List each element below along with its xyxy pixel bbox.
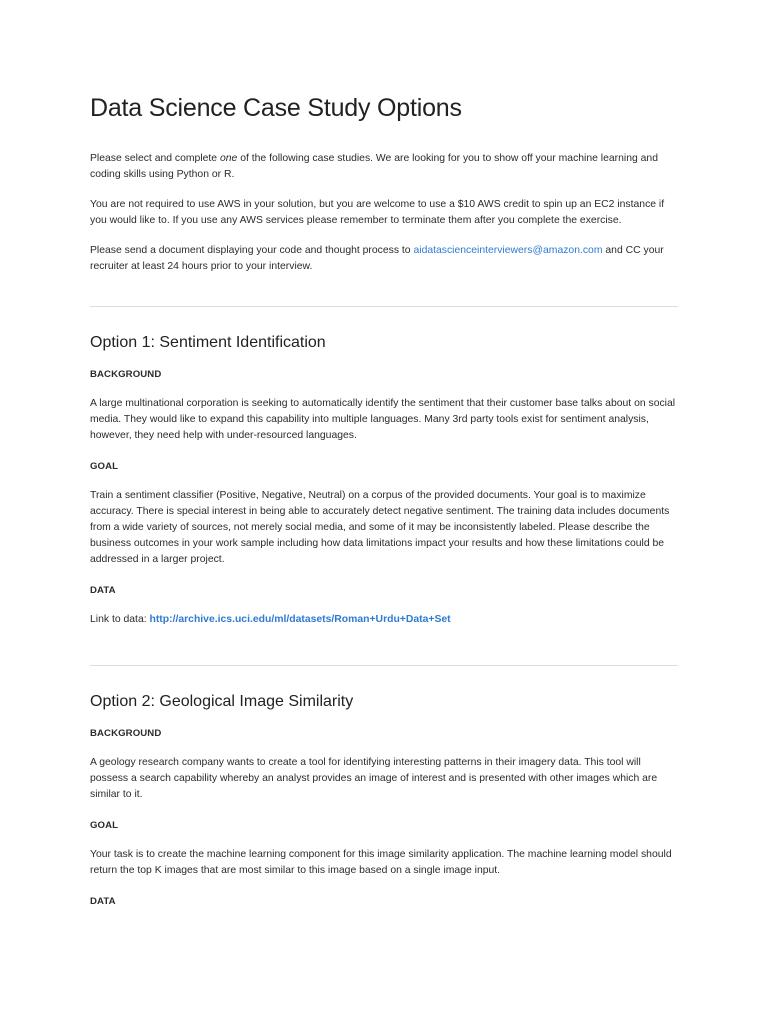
intro-p3-before: Please send a document displaying your code and thought process to: [90, 245, 414, 256]
option-1-goal-label: GOAL: [90, 461, 119, 472]
section-divider: [90, 665, 678, 666]
option-2-section: [90, 691, 678, 909]
data-link-prefix: Link to data:: [90, 614, 150, 625]
intro-p1-after: of the following case studies. We are looking for you to show off your machine learning and coding skills using Python or R.: [90, 153, 658, 180]
page-title: Data Science Case Study Options: [90, 94, 462, 122]
option-2-title: Option 2: Geological Image Similarity: [90, 693, 354, 710]
option-1-section: [90, 332, 678, 628]
intro-p1-emphasis: one: [219, 153, 238, 164]
option-2-background-text: A geology research company wants to create a tool for identifying interesting patterns in their imagery data. This tool will possess a search capability whereby an analyst provides an image of interest and is presented with other images which are similar to it.: [90, 757, 658, 800]
option-2-goal-label: GOAL: [90, 820, 119, 831]
intro-paragraph-1: [90, 151, 678, 183]
email-link[interactable]: aidatascienceinterviewers@amazon.com: [413, 245, 603, 256]
option-1-data-label: DATA: [90, 585, 116, 596]
option-2-goal-text: Your task is to create the machine learning component for this image similarity application. The machine learning model should return the top K images that are most similar to this image based on a single image input.: [90, 849, 672, 876]
option-2-data-label: DATA: [90, 896, 116, 907]
intro-paragraph-2: You are not required to use AWS in your solution, but you are welcome to use a $10 AWS credit to spin up an EC2 instance if you would like to. If you use any AWS services please remember to terminate them after you complete the exercise.: [90, 199, 665, 226]
intro-paragraph-3: [90, 243, 678, 275]
dataset-link[interactable]: http://archive.ics.uci.edu/ml/datasets/Roman+Urdu+Data+Set: [149, 614, 451, 625]
option-1-goal-text: Train a sentiment classifier (Positive, Negative, Neutral) on a corpus of the provided documents. Your goal is to maximize accuracy. There is special interest in being able to accurately detect negative sentiment. The training data includes documents from a wide variety of sources, not merely social media, and some of it may be inconsistently labeled. Please describe the business outcomes in your work sample including how data limitations impact your results and how these limitations could be addressed in a larger project.: [90, 490, 670, 565]
intro-p1-before: Please select and complete: [90, 153, 220, 164]
option-1-data-text: [90, 612, 678, 628]
option-1-background-text: A large multinational corporation is seeking to automatically identify the sentiment that their customer base talks about on social media. They would like to expand this capability into multiple languages. Many 3rd party tools exist for sentiment analysis, however, they need help with under-resourced languages.: [90, 398, 676, 441]
option-2-background-label: BACKGROUND: [90, 728, 162, 739]
intro-p3-after: and CC your recruiter at least 24 hours prior to your interview.: [90, 245, 664, 272]
option-1-background-label: BACKGROUND: [90, 369, 162, 380]
section-divider: [90, 306, 678, 307]
option-1-title: Option 1: Sentiment Identification: [90, 334, 326, 351]
intro-section: [90, 151, 678, 275]
